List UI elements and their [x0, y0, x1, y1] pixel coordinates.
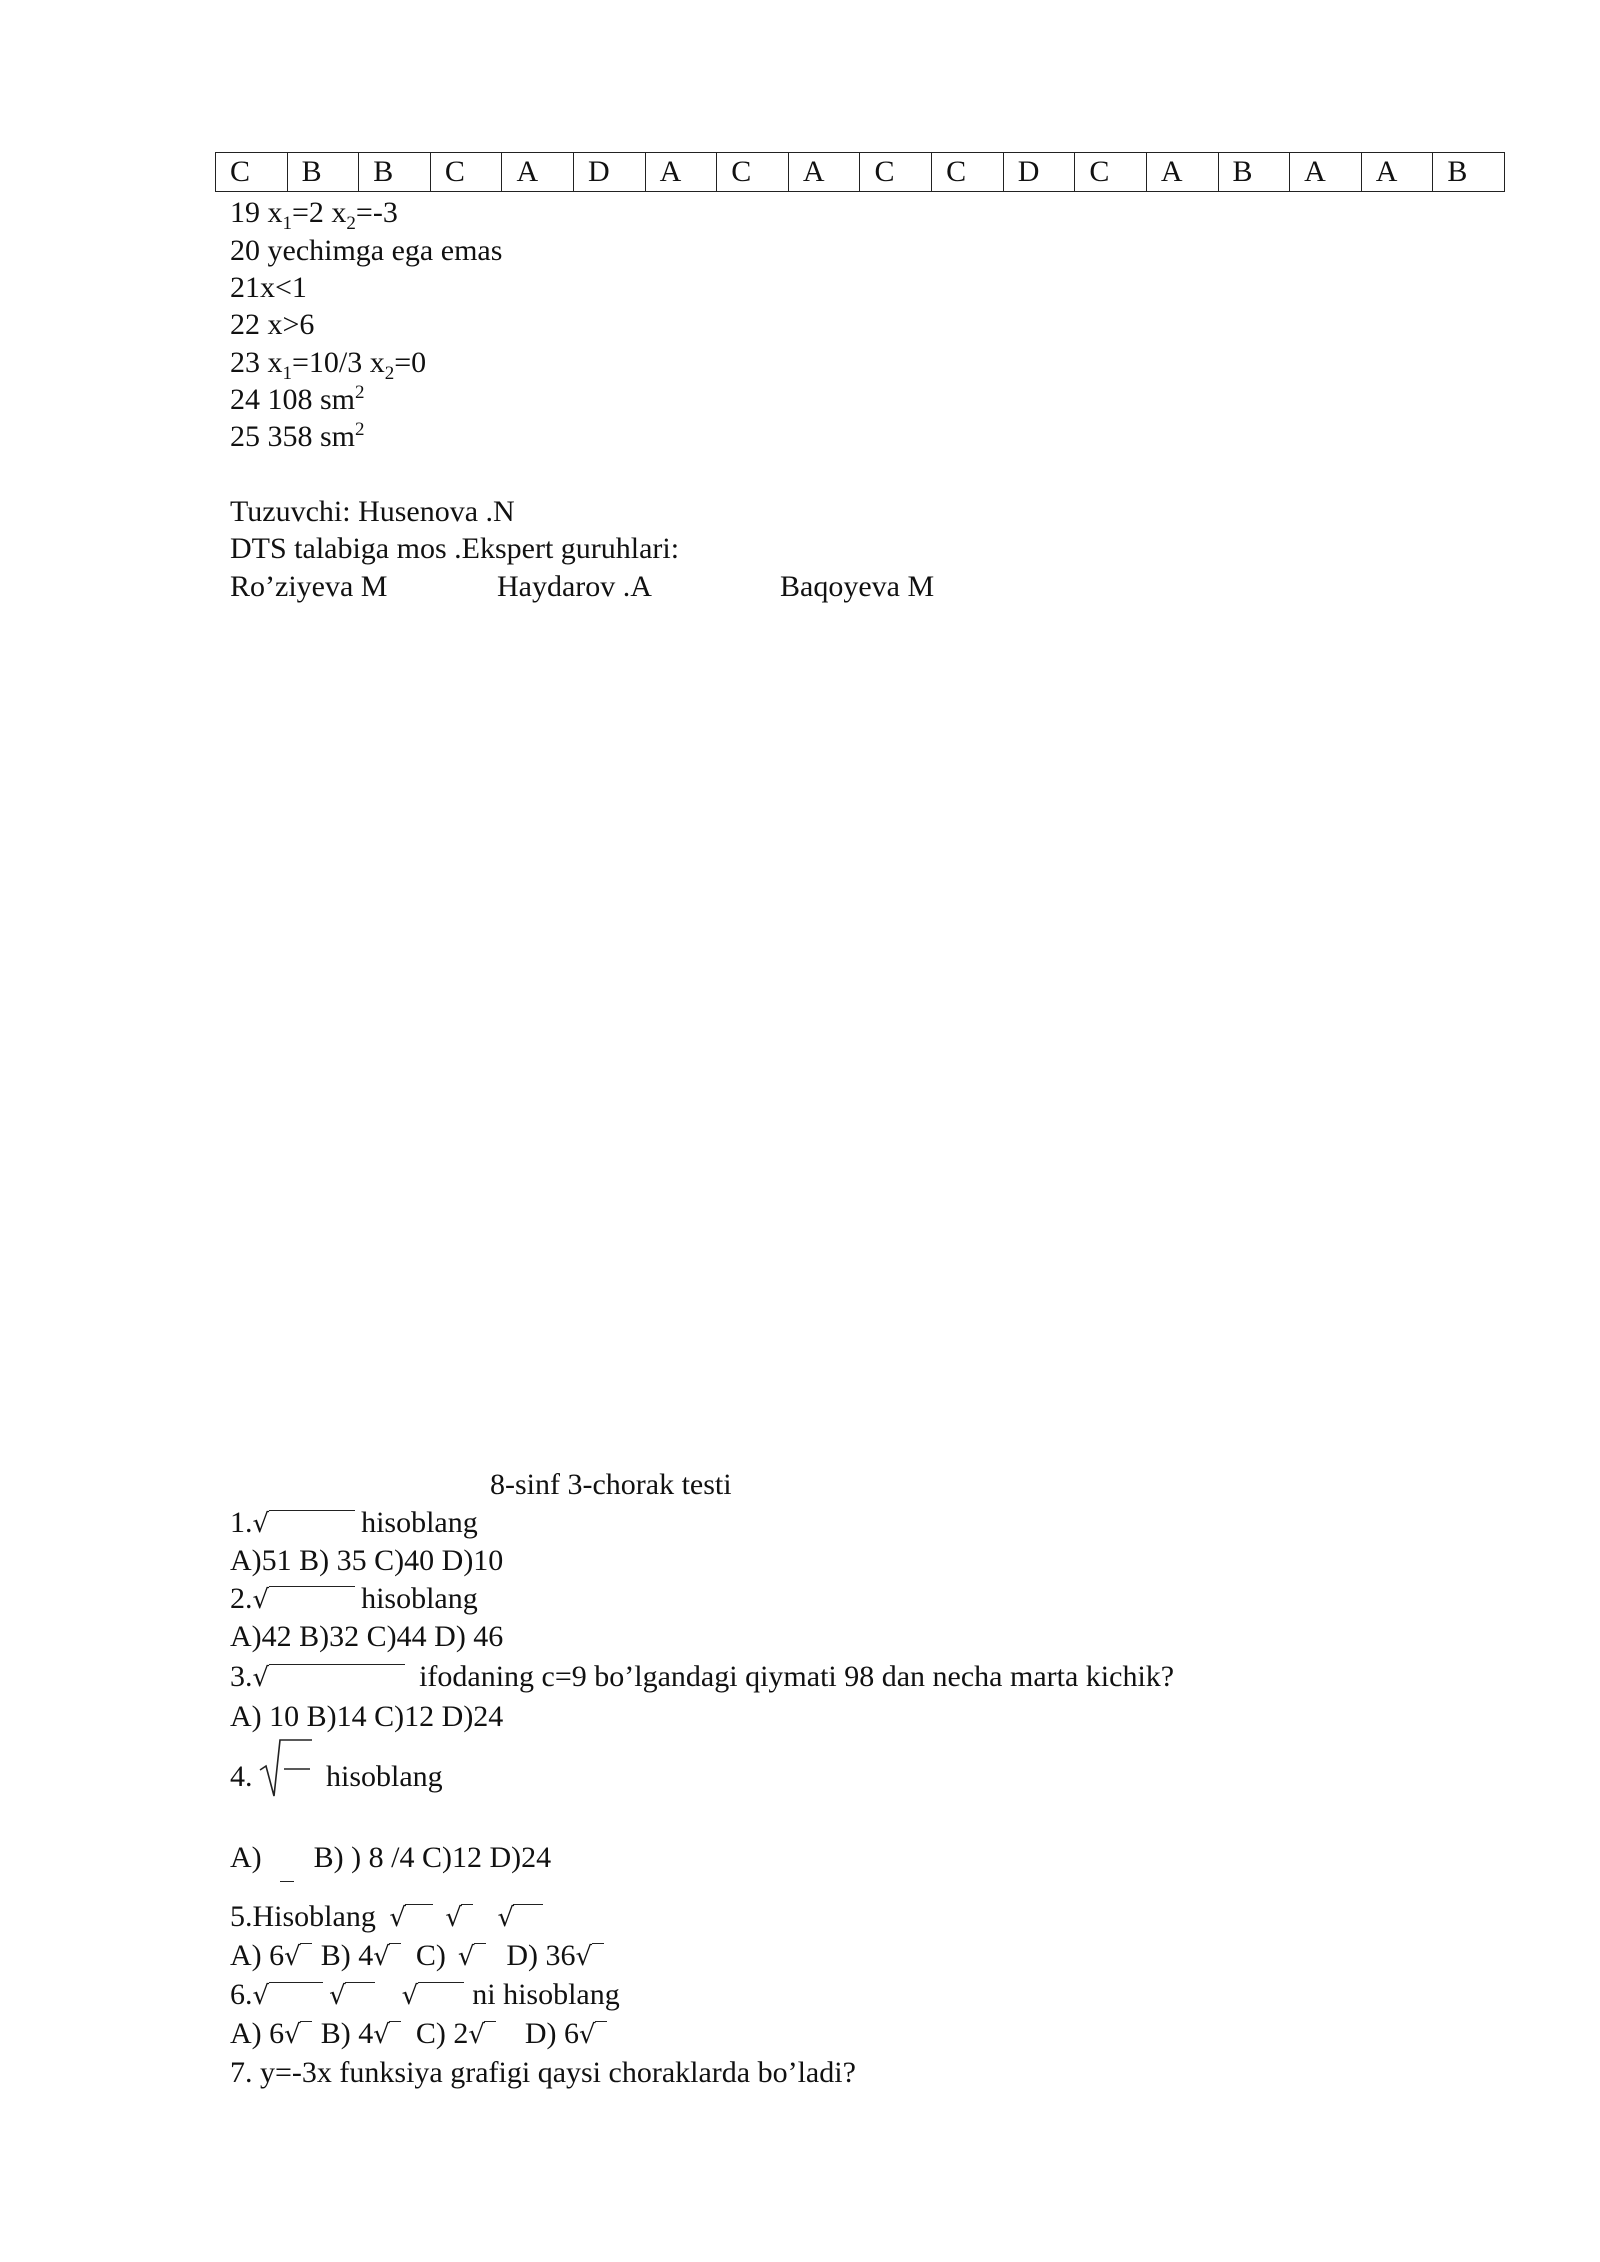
question-7: 7. y=-3x funksiya grafigi qaysi choraklarda bo’ladi?	[230, 2056, 856, 2089]
answer-key-cell: A	[1146, 153, 1218, 192]
answer-19: 19 $x_1=2$ $x_2=-3$	[230, 196, 398, 234]
question-6: 6.√ √ √ ni hisoblang	[230, 1978, 620, 2011]
answer-key-cell: D	[574, 153, 646, 192]
answer-key-cell: D	[1003, 153, 1075, 192]
question-6-options: A) 6√ B) 4√ C) 2√ D) 6√	[230, 2019, 596, 2049]
answer-key-cell: C	[216, 153, 288, 192]
answer-25: 25 358 $sm^2$	[230, 419, 365, 453]
square-root-icon: √	[497, 1902, 514, 1932]
answer-key-cell: A	[788, 153, 860, 192]
answer-key-cell: C	[1075, 153, 1147, 192]
question-1: 1.√ hisoblang	[230, 1506, 478, 1539]
square-root-icon: √	[329, 1980, 346, 2010]
answer-23: 23 $x_1=10/3$ $x_2=0$	[230, 346, 427, 384]
question-2: 2.√ hisoblang	[230, 1582, 478, 1615]
square-root-icon: √	[402, 1980, 419, 2010]
answer-key-cell: A	[645, 153, 717, 192]
answer-key-cell: B	[1433, 153, 1505, 192]
answer-key-row	[216, 153, 1505, 192]
square-root-icon: √	[576, 1941, 593, 1971]
square-root-icon: √	[253, 1584, 270, 1614]
answer-key-cell: A	[1361, 153, 1433, 192]
expert-3: Baqoyeva M	[780, 570, 935, 603]
author-line: Tuzuvchi: Husenova .N	[230, 495, 515, 528]
square-root-icon: √	[389, 1902, 406, 1932]
question-4-text: hisoblang	[326, 1760, 443, 1793]
square-root-icon: √	[284, 2019, 301, 2049]
square-root-icon: √	[373, 1941, 390, 1971]
answer-key-cell: A	[502, 153, 574, 192]
square-root-icon	[258, 1738, 314, 1800]
square-root-icon: √	[468, 2019, 485, 2049]
question-4: 4.	[230, 1760, 253, 1793]
expert-1: Ro’ziyeva M	[230, 570, 388, 603]
answer-22: 22 x>6	[230, 308, 315, 341]
answer-key-table	[215, 152, 1505, 192]
square-root-icon: √	[253, 1508, 270, 1538]
answer-key-cell: C	[860, 153, 932, 192]
answer-key-cell: C	[932, 153, 1004, 192]
question-1-options: A)51 B) 35 C)40 D)10	[230, 1544, 504, 1577]
answer-24: 24 108 $sm^2$	[230, 382, 365, 416]
answer-key-cell: B	[287, 153, 359, 192]
question-3: 3.√ ifodaning c=9 bo’lgandagi qiymati 98 dan necha marta kichik?	[230, 1660, 1175, 1693]
answer-key-cell: A	[1290, 153, 1362, 192]
question-2-options: A)42 B)32 C)44 D) 46	[230, 1620, 504, 1653]
square-root-icon: √	[579, 2019, 596, 2049]
expert-2: Haydarov .A	[497, 570, 652, 603]
test-title: 8-sinf 3-chorak testi	[490, 1468, 732, 1501]
answer-key-cell: B	[359, 153, 431, 192]
square-root-icon: √	[253, 1980, 270, 2010]
square-root-icon: √	[253, 1662, 270, 1692]
square-root-icon: √	[458, 1941, 475, 1971]
question-4-options: A) B) ) 8 /4 C)12 D)24	[230, 1843, 551, 1873]
square-root-icon: √	[445, 1902, 462, 1932]
answer-key-cell: C	[430, 153, 502, 192]
experts-label: DTS talabiga mos .Ekspert guruhlari:	[230, 532, 680, 565]
answer-20: 20 yechimga ega emas	[230, 234, 503, 267]
square-root-icon: √	[373, 2019, 390, 2049]
square-root-icon: √	[284, 1941, 301, 1971]
answer-key-cell: B	[1218, 153, 1290, 192]
question-5-options: A) 6√ B) 4√ C) √ D) 36√	[230, 1941, 592, 1971]
question-3-options: A) 10 B)14 C)12 D)24	[230, 1700, 504, 1733]
answer-key-cell: C	[717, 153, 789, 192]
answer-21: 21x<1	[230, 271, 307, 304]
question-5: 5.Hisoblang √ √ √	[230, 1902, 514, 1932]
